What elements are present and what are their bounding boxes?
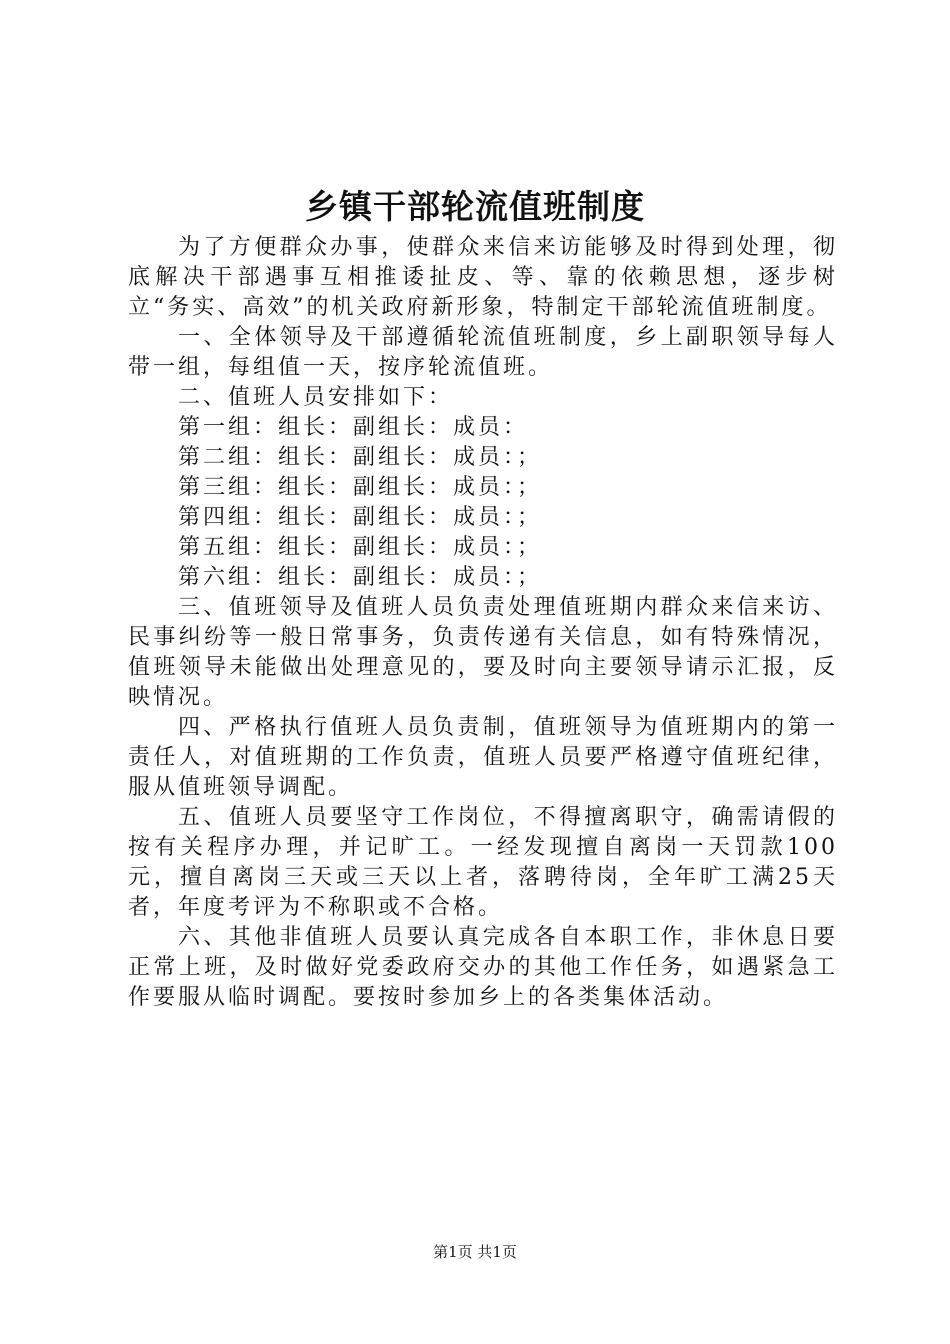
rule-1-paragraph: 一、全体领导及干部遵循轮流值班制度，乡上副职领导每人带一组，每组值一天，按序轮流值班。 <box>128 325 838 380</box>
group-5-line: 第五组：组长：副组长：成员：； <box>178 535 543 560</box>
group-4-line: 第四组：组长：副组长：成员：； <box>178 505 543 530</box>
rule-2-paragraph: 二、值班人员安排如下： <box>178 385 454 410</box>
page-footer: 第1页 共1页 <box>433 1243 517 1261</box>
group-1-line: 第一组：组长：副组长：成员： <box>178 415 529 440</box>
group-3-line: 第三组：组长：副组长：成员：； <box>178 475 543 500</box>
document-body <box>128 233 838 1013</box>
group-2-line: 第二组：组长：副组长：成员：； <box>178 445 543 470</box>
rule-3-paragraph: 三、值班领导及值班人员负责处理值班期内群众来信来访、民事纠纷等一般日常事务，负责传递有关信息，如有特殊情况，值班领导未能做出处理意见的，要及时向主要领导请示汇报，反映情况。 <box>128 595 838 710</box>
rule-4-paragraph: 四、严格执行值班人员负责制，值班领导为值班期内的第一责任人，对值班期的工作负责，值班人员要严格遵守值班纪律，服从值班领导调配。 <box>128 715 838 800</box>
group-6-line: 第六组：组长：副组长：成员：； <box>178 565 543 590</box>
document-title: 乡镇干部轮流值班制度 <box>305 187 645 226</box>
intro-paragraph: 为了方便群众办事，使群众来信来访能够及时得到处理，彻底解决干部遇事互相推诿扯皮、等、靠的依赖思想，逐步树立“务实、高效”的机关政府新形象，特制定干部轮流值班制度。 <box>128 235 838 320</box>
rule-6-paragraph: 六、其他非值班人员要认真完成各自本职工作，非休息日要正常上班，及时做好党委政府交办的其他工作任务，如遇紧急工作要服从临时调配。要按时参加乡上的各类集体活动。 <box>128 925 838 1010</box>
rule-5-paragraph: 五、值班人员要坚守工作岗位，不得擅离职守，确需请假的按有关程序办理，并记旷工。一经发现擅自离岗一天罚款100元，擅自离岗三天或三天以上者，落聘待岗，全年旷工满25天者，年度考评为不称职或不合格。 <box>128 805 838 920</box>
